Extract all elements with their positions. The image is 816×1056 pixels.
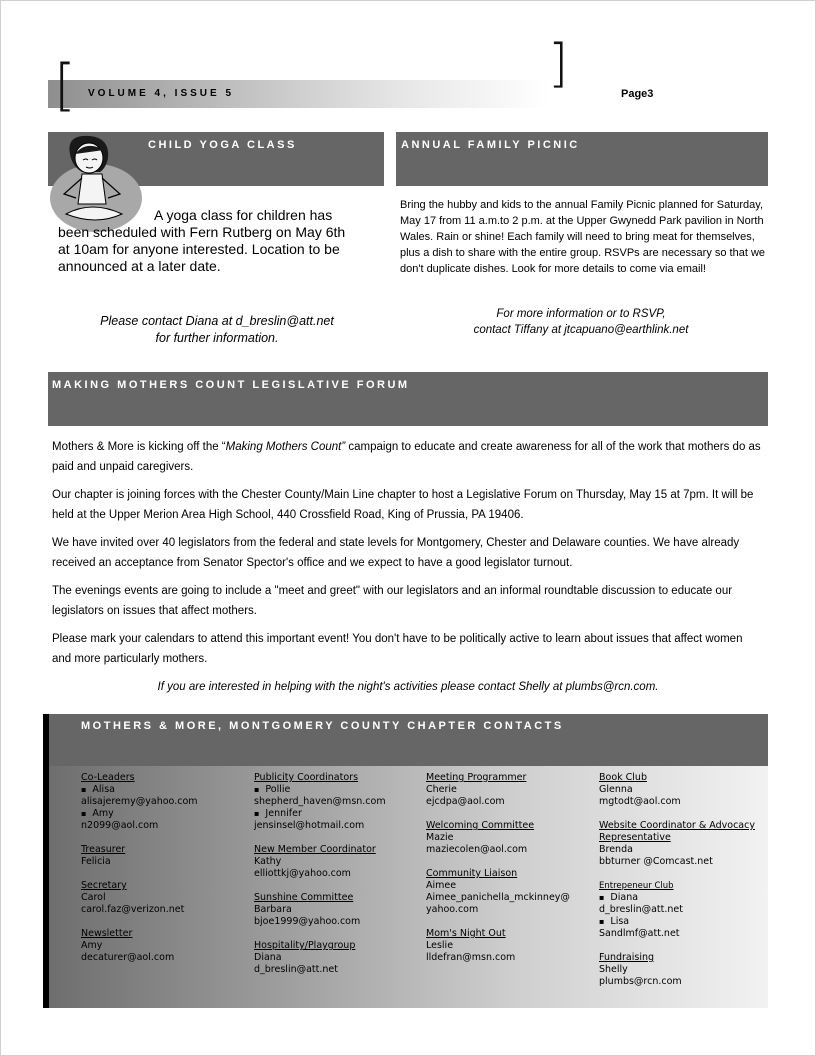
contact-email: jensinsel@hotmail.com (254, 820, 365, 831)
contact-role: Sunshine Committee (254, 892, 354, 903)
contact-name: Glenna (599, 784, 633, 795)
contact-name: ▪ Amy (81, 808, 241, 820)
left-bracket: [ (54, 53, 76, 118)
contact-role: Book Club (599, 772, 647, 783)
forum-paragraph-1: Mothers & More is kicking off the “Making Mothers Count” campaign to educate and create awareness for all of the work that mothers do as paid and unpaid caregivers. (52, 441, 761, 473)
contact-email: decaturer@aol.com (81, 952, 175, 963)
contact-name: ▪ Lisa (599, 916, 764, 928)
contact-email: bjoe1999@yahoo.com (254, 916, 361, 927)
contacts-column-2 (254, 772, 414, 988)
contact-name: Amy (81, 940, 103, 951)
contact-name: Carol (81, 892, 106, 903)
contact-email: Aimee_panichella_mckinney@ (426, 892, 570, 903)
picnic-contact (400, 306, 762, 338)
contact-name: Felicia (81, 856, 111, 867)
contact-role: Meeting Programmer (426, 772, 527, 783)
contact-name: Shelly (599, 964, 628, 975)
yoga-contact (64, 313, 370, 347)
contact-role: Website Coordinator & Advocacy (599, 820, 755, 831)
right-bracket: ] (548, 34, 569, 94)
contact-role: Publicity Coordinators (254, 772, 359, 783)
forum-paragraph-4: The evenings events are going to include a "meet and greet" with our legislators and an informal roundtable discussion to educate our legislators on issues that affect mothers. (52, 585, 733, 617)
contact-email: Sandlmf@att.net (599, 928, 680, 939)
yoga-contact-line1: Please contact Diana at d_breslin@att.net (100, 314, 334, 328)
contact-email: bbturner @Comcast.net (599, 856, 713, 867)
contact-email: d_breslin@att.net (254, 964, 338, 975)
yoga-contact-line2: for further information. (155, 331, 279, 345)
contact-role: Entrepeneur Club (599, 881, 674, 891)
contact-email: alisajeremy@yahoo.com (81, 796, 198, 807)
contact-name: Brenda (599, 844, 633, 855)
contact-name: ▪ Diana (599, 892, 764, 904)
contact-email: n2099@aol.com (81, 820, 159, 831)
contact-email: d_breslin@att.net (599, 904, 683, 915)
contact-email: carol.faz@verizon.net (81, 904, 185, 915)
picnic-contact-line1: For more information or to RSVP, (496, 308, 666, 320)
contact-role: Fundraising (599, 952, 655, 963)
contact-name: ▪ Pollie (254, 784, 414, 796)
forum-title: MAKING MOTHERS COUNT LEGISLATIVE FORUM (52, 379, 410, 391)
forum-closing: If you are interested in helping with the night's activities please contact Shelly at plumbs@rcn.com. (157, 681, 659, 693)
contacts-column-3 (426, 772, 591, 976)
contact-name: Leslie (426, 940, 454, 951)
contact-name: Kathy (254, 856, 282, 867)
contact-email: plumbs@rcn.com (599, 976, 682, 987)
contact-role: Mom's Night Out (426, 928, 506, 939)
contact-role: Newsletter (81, 928, 133, 939)
contact-name: Barbara (254, 904, 292, 915)
contact-email: mgtodt@aol.com (599, 796, 681, 807)
volume-issue: VOLUME 4, ISSUE 5 (88, 88, 235, 99)
contact-name: Mazie (426, 832, 454, 843)
forum-paragraph-2: Our chapter is joining forces with the Chester County/Main Line chapter to host a Legislative Forum on Thursday, May 15 at 7pm. It will be held at the Upper Merion Area High School, 440 Crossfield Road, King of Prussia, PA 19406. (52, 489, 754, 521)
yoga-title: CHILD YOGA CLASS (148, 139, 297, 151)
contact-role: Secretary (81, 880, 127, 891)
page-number: Page3 (621, 88, 654, 100)
contact-email: ejcdpa@aol.com (426, 796, 505, 807)
forum-paragraph-3: We have invited over 40 legislators from the federal and state levels for Montgomery, Chester and Delaware counties. We have already received an acceptance from Senator Spector's office and we expect to have a good legislator turnout. (52, 537, 740, 569)
picnic-description: Bring the hubby and kids to the annual Family Picnic planned for Saturday, May 17 from 11 a.m.to 2 p.m. at the Upper Gwynedd Park pavilion in North Wales. Rain or shine! Each family will need to bring meat for themselves, plus a dish to share with the entire group. RSVPs are necessary so that we don't duplicate dishes. Look for more details to come via email! (400, 199, 766, 275)
contact-name: Cherie (426, 784, 457, 795)
contact-role: Co-Leaders (81, 772, 135, 783)
yoga-description: A yoga class for children has been scheduled with Fern Rutberg on May 6th at 10am for anyone interested. Location to be announced at a later date. (58, 207, 346, 274)
contact-name: ▪ Alisa (81, 784, 241, 796)
contact-role: New Member Coordinator (254, 844, 376, 855)
forum-body (52, 437, 764, 705)
contact-email: elliottkj@yahoo.com (254, 868, 351, 879)
contact-role: Community Liaison (426, 868, 518, 879)
contact-role: Hospitality/Playgroup (254, 940, 356, 951)
contact-role: Treasurer (81, 844, 126, 855)
contact-name: Diana (254, 952, 282, 963)
contact-email: shepherd_haven@msn.com (254, 796, 386, 807)
contact-email: lldefran@msn.com (426, 952, 516, 963)
contact-name: Aimee (426, 880, 457, 891)
picnic-contact-line2: contact Tiffany at jtcapuano@earthlink.net (473, 324, 689, 336)
contacts-title: MOTHERS & MORE, MONTGOMERY COUNTY CHAPTER CONTACTS (81, 720, 564, 732)
contact-role: Welcoming Committee (426, 820, 535, 831)
contact-name: ▪ Jennifer (254, 808, 414, 820)
contacts-column-4 (599, 772, 764, 1000)
contacts-column-1 (81, 772, 241, 976)
contact-email: yahoo.com (426, 904, 479, 915)
contact-email: maziecolen@aol.com (426, 844, 528, 855)
contact-role: Representative (599, 832, 671, 843)
forum-paragraph-5: Please mark your calendars to attend this important event! You don't have to be politically active to learn about issues that affect women and more particularly mothers. (52, 633, 743, 665)
picnic-title: ANNUAL FAMILY PICNIC (401, 139, 580, 151)
